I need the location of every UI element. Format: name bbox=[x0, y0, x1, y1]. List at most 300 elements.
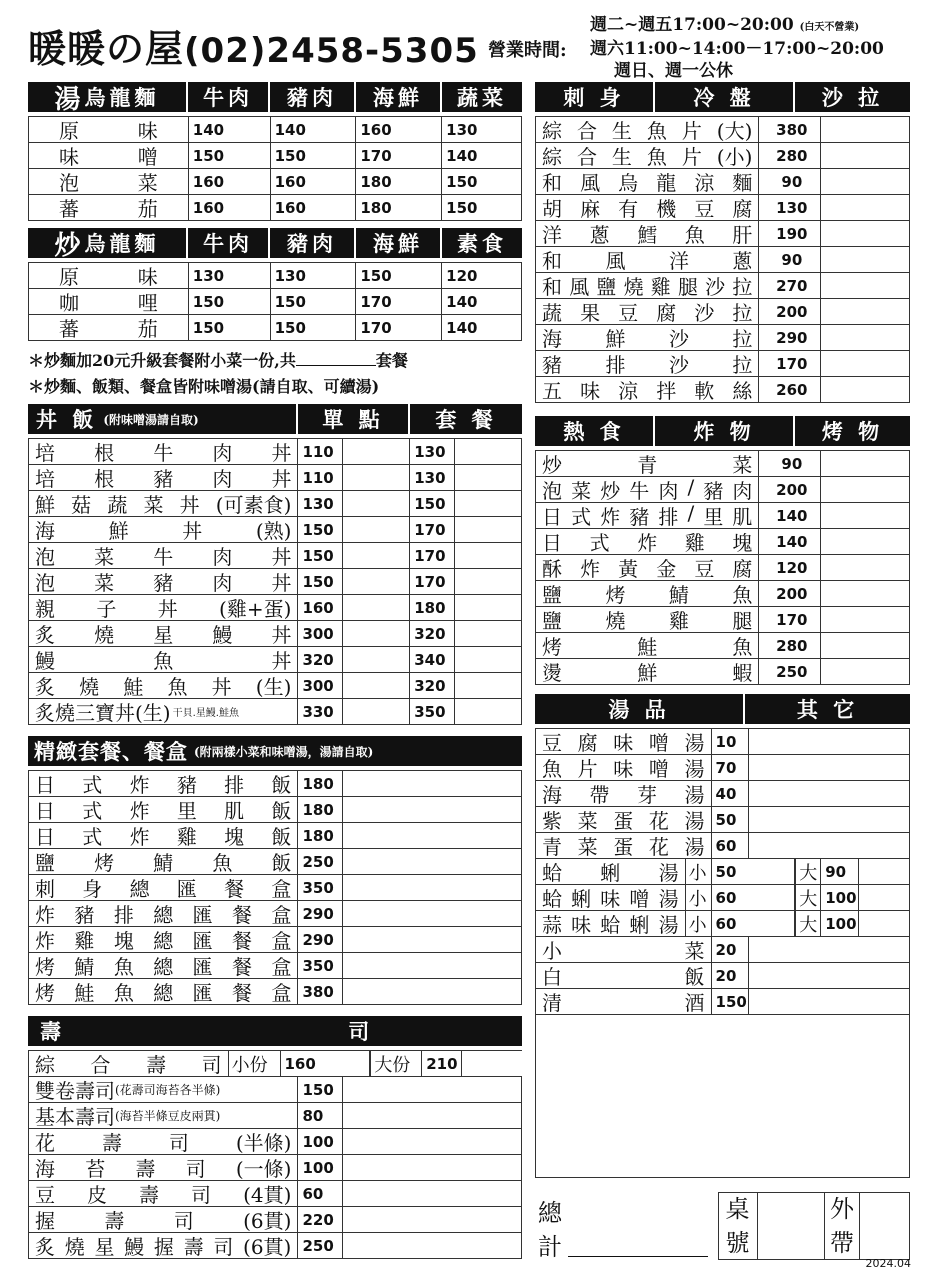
blank bbox=[343, 569, 410, 594]
col-veg: 蔬菜 bbox=[457, 85, 507, 110]
set-price: 340 bbox=[410, 647, 455, 672]
table-row bbox=[536, 221, 910, 247]
col-pork: 豬肉 bbox=[270, 228, 356, 258]
item-name bbox=[536, 581, 759, 606]
table-row bbox=[29, 569, 522, 595]
col-beef: 牛肉 bbox=[188, 82, 270, 112]
item-name-text: 花 壽 司 (半條) bbox=[35, 1131, 292, 1154]
item-name-text: 烤 鮭 魚 bbox=[542, 635, 753, 658]
col-sashimi: 刺 身 bbox=[535, 82, 655, 112]
table-row bbox=[29, 927, 522, 953]
single-price: 300 bbox=[298, 673, 343, 698]
table-row bbox=[29, 1207, 522, 1233]
price: 170 bbox=[356, 289, 442, 314]
price: 10 bbox=[712, 729, 750, 754]
price: 150 bbox=[298, 1077, 343, 1102]
table-row bbox=[29, 699, 522, 725]
blank bbox=[343, 621, 410, 646]
col-set: 套 餐 bbox=[435, 407, 497, 432]
item-name-text: 原 味 bbox=[59, 265, 158, 288]
hours-label: 營業時間: bbox=[488, 40, 567, 61]
item-name bbox=[29, 517, 298, 542]
menu-date: 2024.04 bbox=[865, 1257, 911, 1270]
item-name bbox=[536, 833, 712, 858]
blank bbox=[343, 1233, 522, 1258]
table-row bbox=[536, 581, 910, 607]
item-name-text: 基本壽司 bbox=[35, 1105, 115, 1128]
item-name bbox=[536, 781, 712, 806]
col-vegetarian: 素食 bbox=[457, 231, 507, 256]
price: 160 bbox=[271, 195, 357, 220]
table-row bbox=[536, 659, 910, 685]
item-name-text: 日 式 炸 雞 塊 bbox=[542, 531, 753, 554]
set-price: 170 bbox=[410, 543, 455, 568]
table-row bbox=[29, 901, 522, 927]
col-seafood: 海鮮 bbox=[356, 82, 442, 112]
price: 160 bbox=[271, 169, 357, 194]
item-name-text: 日 式 炸 里 肌 飯 bbox=[35, 799, 292, 822]
table-row bbox=[29, 491, 522, 517]
price: 150 bbox=[442, 169, 522, 194]
price: 180 bbox=[298, 823, 343, 848]
blank bbox=[455, 621, 522, 646]
item-name-text: 和 風 烏 龍 涼 麵 bbox=[542, 171, 753, 194]
item-name-text: 魚 片 味 噌 湯 bbox=[542, 757, 705, 780]
sashimi-header bbox=[535, 82, 910, 112]
blank bbox=[749, 729, 910, 754]
item-name bbox=[536, 755, 712, 780]
single-price: 150 bbox=[298, 543, 343, 568]
item-name bbox=[29, 491, 298, 516]
single-price: 330 bbox=[298, 699, 343, 724]
item-name bbox=[29, 143, 189, 168]
set-price: 130 bbox=[410, 439, 455, 464]
item-name-text: 炙 燒 鮭 魚 丼 (生) bbox=[35, 675, 292, 698]
item-name-text: 蛤 蜊 味 噌 湯 bbox=[542, 887, 679, 910]
item-name-text: 原 味 bbox=[59, 119, 158, 142]
shop-name: 暖暖の屋(02)2458-5305 bbox=[28, 26, 479, 71]
fried-noodles-table bbox=[28, 262, 522, 341]
table-row bbox=[29, 875, 522, 901]
table-row bbox=[536, 377, 910, 403]
table-row bbox=[29, 823, 522, 849]
soup-noodles-table bbox=[28, 116, 522, 221]
price: 90 bbox=[759, 451, 821, 476]
item-name bbox=[29, 465, 298, 490]
item-name-text: 和 風 洋 蔥 bbox=[542, 249, 753, 272]
price: 150 bbox=[189, 143, 271, 168]
rice-bowl-table bbox=[28, 438, 522, 725]
table-row bbox=[29, 771, 522, 797]
table-row bbox=[29, 1181, 522, 1207]
table-row bbox=[29, 849, 522, 875]
blank bbox=[749, 833, 910, 858]
item-name bbox=[29, 673, 298, 698]
fried-noodles-header bbox=[28, 228, 522, 258]
item-name-text: 培 根 牛 肉 丼 bbox=[35, 441, 292, 464]
blank bbox=[455, 699, 522, 724]
item-name bbox=[536, 729, 712, 754]
table-row bbox=[536, 729, 910, 755]
soups-header bbox=[535, 694, 910, 724]
item-name-text: 刺 身 總 匯 餐 盒 bbox=[35, 877, 292, 900]
item-note: (海苔半條豆皮兩貫) bbox=[115, 1109, 221, 1123]
item-name-text: 蒜 味 蛤 蜊 湯 bbox=[542, 913, 679, 936]
sushi-table bbox=[28, 1050, 522, 1259]
price: 170 bbox=[759, 607, 821, 632]
item-name-text: 燙 鮮 蝦 bbox=[542, 661, 753, 684]
blank bbox=[455, 569, 522, 594]
blank bbox=[821, 377, 910, 402]
table-row bbox=[536, 937, 910, 963]
blank bbox=[821, 273, 910, 298]
set-price: 320 bbox=[410, 673, 455, 698]
price: 140 bbox=[189, 117, 271, 142]
blank bbox=[821, 633, 910, 658]
blank bbox=[859, 859, 910, 884]
item-name bbox=[536, 169, 759, 194]
item-name bbox=[29, 1129, 298, 1154]
price: 130 bbox=[271, 263, 357, 288]
item-name bbox=[536, 859, 686, 884]
blank bbox=[455, 439, 522, 464]
item-name-text: 炙 燒 星 鰻 丼 bbox=[35, 623, 292, 646]
price: 80 bbox=[298, 1103, 343, 1128]
size-small-label: 小 bbox=[686, 859, 712, 884]
price-small: 60 bbox=[712, 911, 796, 936]
item-name bbox=[536, 807, 712, 832]
table-row bbox=[29, 673, 522, 699]
item-name bbox=[536, 299, 759, 324]
table-row bbox=[29, 1233, 522, 1259]
set-price: 170 bbox=[410, 517, 455, 542]
item-name-text: 蔬 果 豆 腐 沙 拉 bbox=[542, 301, 753, 324]
col-soups: 湯 品 bbox=[535, 694, 745, 724]
price: 60 bbox=[712, 833, 750, 858]
blank bbox=[749, 937, 910, 962]
item-name-text: 海 苔 壽 司 (一條) bbox=[35, 1157, 292, 1180]
blank bbox=[343, 517, 410, 542]
item-name-text: 日 式 炸 豬 排 飯 bbox=[35, 773, 292, 796]
item-name bbox=[536, 963, 712, 988]
item-name-text: 握 壽 司 (6貫) bbox=[35, 1209, 292, 1232]
table-row bbox=[536, 529, 910, 555]
item-name bbox=[29, 595, 298, 620]
item-name-text: 蕃 茄 bbox=[59, 317, 158, 340]
price-large: 210 bbox=[422, 1051, 462, 1076]
item-name bbox=[29, 647, 298, 672]
table-row bbox=[29, 1155, 522, 1181]
price: 140 bbox=[759, 529, 821, 554]
price: 150 bbox=[271, 143, 357, 168]
blank bbox=[343, 465, 410, 490]
set-price: 130 bbox=[410, 465, 455, 490]
table-row bbox=[536, 477, 910, 503]
blank bbox=[455, 673, 522, 698]
blank bbox=[749, 963, 910, 988]
table-row bbox=[536, 195, 910, 221]
blank bbox=[821, 555, 910, 580]
hot-food-table bbox=[535, 450, 910, 685]
item-name bbox=[29, 771, 298, 796]
price: 380 bbox=[298, 979, 343, 1004]
item-name bbox=[536, 555, 759, 580]
blank bbox=[343, 699, 410, 724]
table-row bbox=[536, 833, 910, 859]
item-name-text: 日 式 炸 豬 排 / 里 肌 bbox=[542, 503, 753, 528]
item-name bbox=[536, 451, 759, 476]
item-name-text: 咖 哩 bbox=[59, 291, 158, 314]
item-name-text: 五 味 涼 拌 軟 絲 bbox=[542, 379, 753, 402]
blank bbox=[343, 771, 522, 796]
single-price: 160 bbox=[298, 595, 343, 620]
table-row bbox=[29, 315, 522, 341]
size-small-label: 小 bbox=[686, 885, 712, 910]
price-small: 50 bbox=[712, 859, 796, 884]
item-name-text: 泡 菜 牛 肉 丼 bbox=[35, 545, 292, 568]
soup-noodles-header bbox=[28, 82, 522, 112]
item-name bbox=[29, 169, 189, 194]
item-name-text: 泡 菜 bbox=[59, 171, 158, 194]
item-name bbox=[536, 351, 759, 376]
blank bbox=[821, 659, 910, 684]
item-name-text: 豬 排 沙 拉 bbox=[542, 353, 753, 376]
item-name bbox=[536, 143, 759, 168]
price-large: 100 bbox=[821, 885, 859, 910]
item-name-text: 炒 青 菜 bbox=[542, 453, 753, 476]
table-row bbox=[29, 797, 522, 823]
hours-weekday: 週二~週五17:00~20:00 (白天不營業) bbox=[590, 15, 860, 35]
blank bbox=[343, 1129, 522, 1154]
item-name-text: 青 菜 蛋 花 湯 bbox=[542, 835, 705, 858]
item-name bbox=[536, 247, 759, 272]
hours-closed: 週日、週一公休 bbox=[614, 61, 733, 81]
item-name-text: 培 根 豬 肉 丼 bbox=[35, 467, 292, 490]
item-name-text: 炸 雞 塊 總 匯 餐 盒 bbox=[35, 929, 292, 952]
blank bbox=[343, 1181, 522, 1206]
blank bbox=[821, 169, 910, 194]
item-name bbox=[29, 1181, 298, 1206]
price: 180 bbox=[298, 797, 343, 822]
set-meal-header bbox=[28, 736, 522, 766]
set-price: 150 bbox=[410, 491, 455, 516]
item-name-text: 綜 合 壽 司 bbox=[35, 1053, 222, 1076]
table-row bbox=[29, 465, 522, 491]
price: 150 bbox=[356, 263, 442, 288]
item-name-text: 清 酒 bbox=[542, 991, 705, 1014]
size-large-label: 大 bbox=[795, 885, 821, 910]
blank bbox=[343, 439, 410, 464]
col-fried: 炸 物 bbox=[655, 416, 795, 446]
col-pork: 豬肉 bbox=[270, 82, 356, 112]
item-name-text: 味 噌 bbox=[59, 145, 158, 168]
price-large: 90 bbox=[821, 859, 859, 884]
blank bbox=[455, 517, 522, 542]
table-row bbox=[536, 299, 910, 325]
blank bbox=[343, 953, 522, 978]
blank bbox=[821, 503, 910, 528]
item-name-text: 烤 鯖 魚 總 匯 餐 盒 bbox=[35, 955, 292, 978]
price: 120 bbox=[442, 263, 522, 288]
item-name-text: 泡 菜 豬 肉 丼 bbox=[35, 571, 292, 594]
item-name bbox=[536, 607, 759, 632]
price: 170 bbox=[356, 143, 442, 168]
set-price: 170 bbox=[410, 569, 455, 594]
price: 150 bbox=[271, 315, 357, 340]
blank bbox=[343, 543, 410, 568]
item-name-text: 胡 麻 有 機 豆 腐 bbox=[542, 197, 753, 220]
col-beef: 牛肉 bbox=[188, 228, 270, 258]
item-name-text: 鹽 燒 雞 腿 bbox=[542, 609, 753, 632]
item-name bbox=[536, 273, 759, 298]
blank bbox=[821, 221, 910, 246]
set-upgrade-note: ＊炒麵加20元升級套餐附小菜一份,共 套餐 bbox=[28, 351, 408, 370]
blank bbox=[343, 875, 522, 900]
sushi-header bbox=[28, 1016, 522, 1046]
set-price: 320 bbox=[410, 621, 455, 646]
table-row bbox=[536, 963, 910, 989]
col-grilled: 烤 物 bbox=[821, 419, 884, 444]
price: 180 bbox=[356, 169, 442, 194]
price: 150 bbox=[189, 315, 271, 340]
set-price: 350 bbox=[410, 699, 455, 724]
item-name bbox=[536, 195, 759, 220]
item-name-text: 豆 皮 壽 司 (4貫) bbox=[35, 1183, 292, 1206]
item-name bbox=[536, 659, 759, 684]
total-line bbox=[568, 1256, 708, 1257]
blank bbox=[749, 755, 910, 780]
price: 290 bbox=[298, 901, 343, 926]
price: 280 bbox=[759, 143, 821, 168]
price: 20 bbox=[712, 963, 750, 988]
item-name bbox=[536, 911, 686, 936]
item-name-text: 泡 菜 炒 牛 肉 / 豬 肉 bbox=[542, 477, 753, 502]
price: 220 bbox=[298, 1207, 343, 1232]
blank bbox=[343, 647, 410, 672]
item-name-text: 海 帶 芽 湯 bbox=[542, 783, 705, 806]
table-row bbox=[536, 325, 910, 351]
table-row bbox=[536, 143, 910, 169]
blank bbox=[343, 1155, 522, 1180]
col-single: 單 點 bbox=[298, 404, 410, 434]
item-name-text: 洋 蔥 鱈 魚 肝 bbox=[542, 223, 753, 246]
item-name bbox=[29, 543, 298, 568]
price: 200 bbox=[759, 477, 821, 502]
blank bbox=[455, 491, 522, 516]
soup-noodles-title: 湯 烏龍麵 bbox=[28, 82, 188, 112]
item-name bbox=[536, 503, 759, 528]
item-name bbox=[29, 195, 189, 220]
item-name bbox=[29, 927, 298, 952]
price: 140 bbox=[271, 117, 357, 142]
item-name bbox=[29, 797, 298, 822]
item-name bbox=[536, 885, 686, 910]
item-name-text: 雙卷壽司 bbox=[35, 1079, 115, 1102]
table-row bbox=[536, 169, 910, 195]
price: 250 bbox=[759, 659, 821, 684]
price: 350 bbox=[298, 875, 343, 900]
item-name bbox=[29, 263, 189, 288]
soups-table bbox=[535, 728, 910, 1015]
table-row bbox=[536, 885, 910, 911]
blank bbox=[749, 781, 910, 806]
blank bbox=[455, 595, 522, 620]
single-price: 130 bbox=[298, 491, 343, 516]
hours-saturday: 週六11:00~14:00－17:00~20:00 bbox=[590, 39, 884, 59]
blank bbox=[343, 1207, 522, 1232]
table-row bbox=[29, 953, 522, 979]
price: 60 bbox=[298, 1181, 343, 1206]
price: 100 bbox=[298, 1129, 343, 1154]
item-name-text: 蕃 茄 bbox=[59, 197, 158, 220]
item-name-text: 綜 合 生 魚 片 (小) bbox=[542, 145, 753, 168]
item-name bbox=[29, 875, 298, 900]
hot-food-header bbox=[535, 416, 910, 446]
table-row bbox=[29, 195, 522, 221]
blank bbox=[455, 465, 522, 490]
col-others: 其 它 bbox=[796, 697, 859, 722]
price: 120 bbox=[759, 555, 821, 580]
item-name-text: 綜 合 生 魚 片 (大) bbox=[542, 119, 753, 142]
item-name-text: 炙燒三寶丼(生) bbox=[35, 701, 171, 724]
price: 140 bbox=[442, 289, 522, 314]
table-row bbox=[29, 979, 522, 1005]
table-row bbox=[29, 289, 522, 315]
blank bbox=[343, 849, 522, 874]
price: 140 bbox=[442, 315, 522, 340]
single-price: 110 bbox=[298, 439, 343, 464]
size-large-label: 大 bbox=[795, 911, 821, 936]
table-number-label: 桌 號 bbox=[718, 1192, 758, 1260]
price: 180 bbox=[356, 195, 442, 220]
item-name-text: 和 風 鹽 燒 雞 腿 沙 拉 bbox=[542, 275, 753, 298]
item-name bbox=[29, 1233, 298, 1258]
item-name-text: 鰻 魚 丼 bbox=[35, 649, 292, 672]
table-row bbox=[29, 647, 522, 673]
price: 70 bbox=[712, 755, 750, 780]
price: 160 bbox=[281, 1051, 371, 1076]
sashimi-table bbox=[535, 116, 910, 403]
item-name-text: 炸 豬 排 總 匯 餐 盒 bbox=[35, 903, 292, 926]
blank bbox=[821, 351, 910, 376]
price: 200 bbox=[759, 299, 821, 324]
table-row bbox=[536, 633, 910, 659]
single-price: 150 bbox=[298, 569, 343, 594]
set-price: 180 bbox=[410, 595, 455, 620]
single-price: 110 bbox=[298, 465, 343, 490]
blank-area bbox=[535, 1014, 910, 1178]
price: 350 bbox=[298, 953, 343, 978]
blank bbox=[821, 581, 910, 606]
table-row bbox=[29, 595, 522, 621]
item-name-text: 酥 炸 黃 金 豆 腐 bbox=[542, 557, 753, 580]
price: 90 bbox=[759, 247, 821, 272]
price: 100 bbox=[298, 1155, 343, 1180]
price: 160 bbox=[189, 169, 271, 194]
price: 160 bbox=[356, 117, 442, 142]
blank bbox=[749, 807, 910, 832]
price: 150 bbox=[442, 195, 522, 220]
table-row bbox=[29, 143, 522, 169]
price: 150 bbox=[271, 289, 357, 314]
item-name-text: 海 鮮 丼 (熟) bbox=[35, 519, 292, 542]
size-large-label: 大 bbox=[795, 859, 821, 884]
item-name-text: 海 鮮 沙 拉 bbox=[542, 327, 753, 350]
price: 130 bbox=[189, 263, 271, 288]
sushi-title: 壽 司 bbox=[40, 1019, 510, 1044]
price-large: 100 bbox=[821, 911, 859, 936]
single-price: 320 bbox=[298, 647, 343, 672]
